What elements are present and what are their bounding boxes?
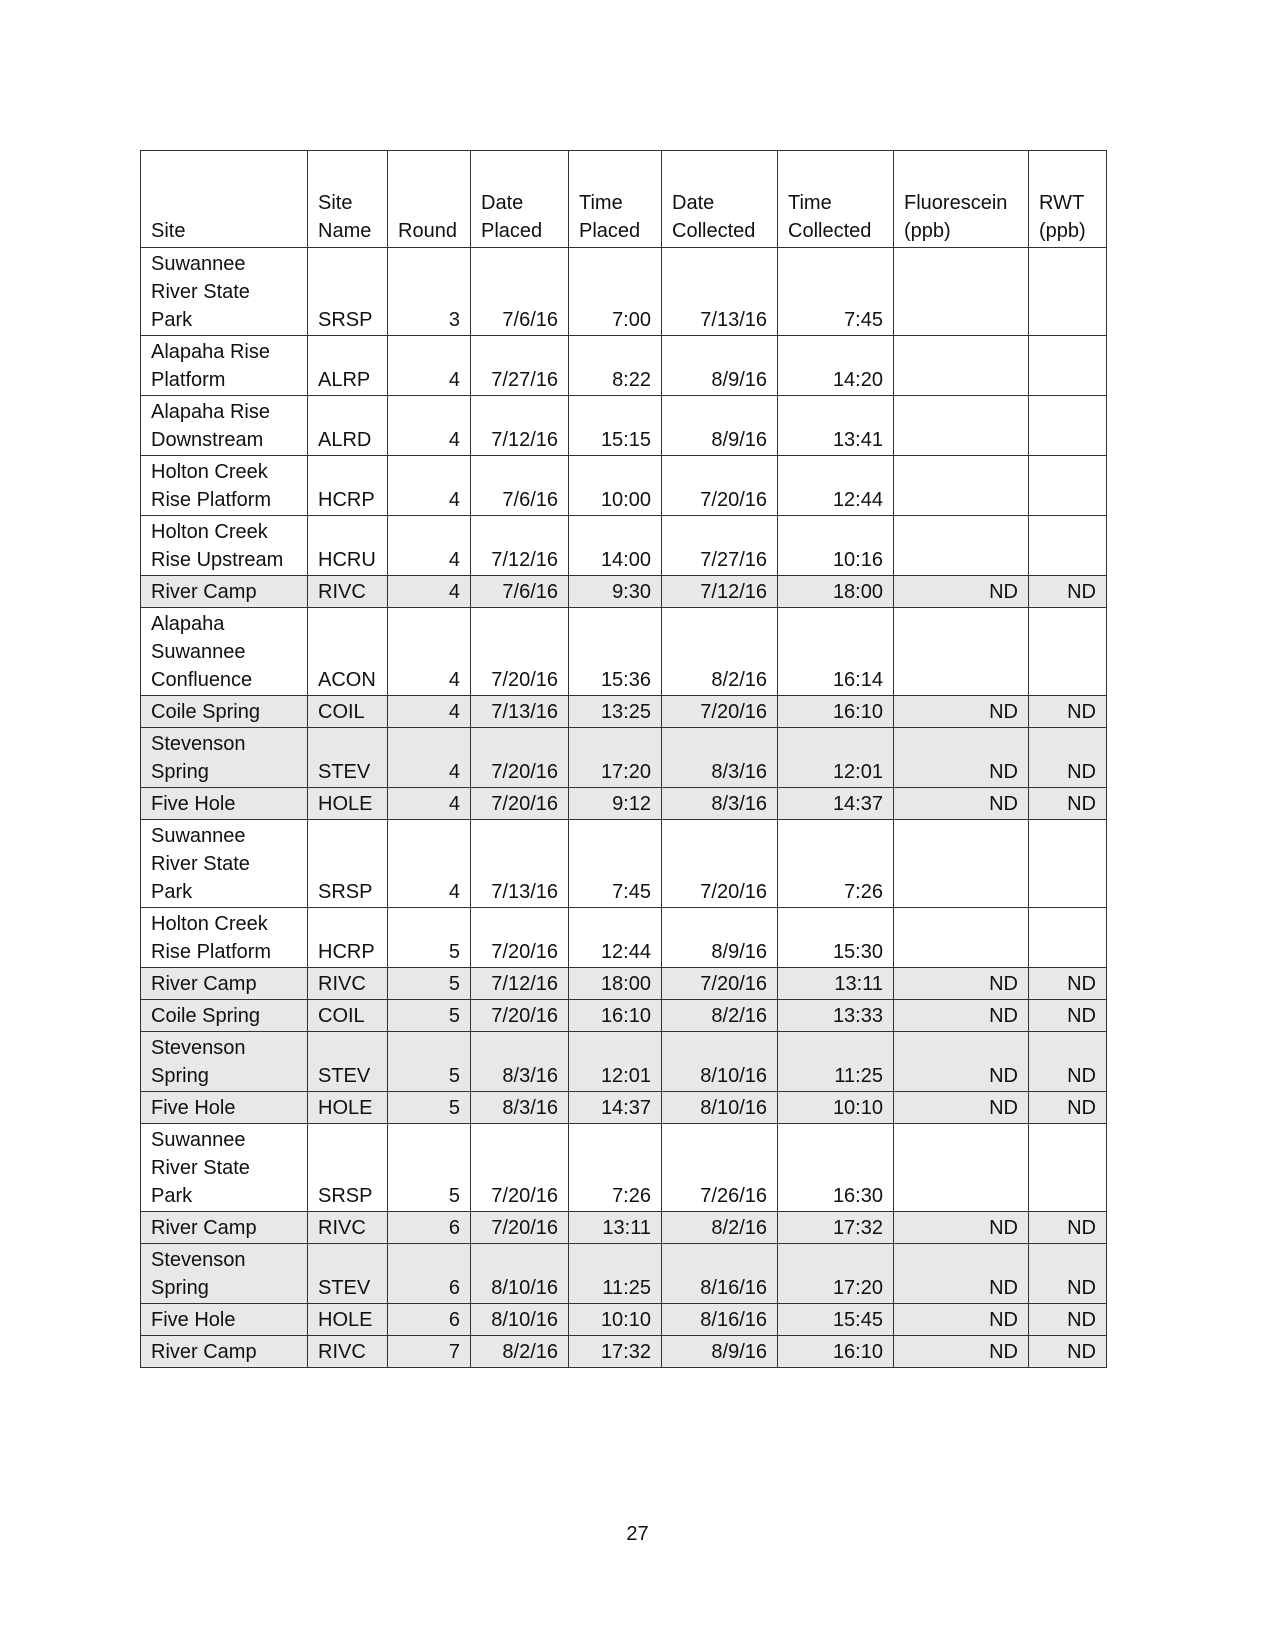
- cell-time-collected: 12:44: [778, 456, 894, 516]
- cell-round: 5: [388, 968, 471, 1000]
- cell-date-placed: 7/6/16: [471, 248, 569, 336]
- cell-fluorescein: ND: [894, 696, 1029, 728]
- cell-time-placed: 12:44: [569, 908, 662, 968]
- cell-rwt: [1029, 1124, 1107, 1212]
- cell-rwt: ND: [1029, 968, 1107, 1000]
- cell-fluorescein: ND: [894, 788, 1029, 820]
- cell-fluorescein: ND: [894, 1092, 1029, 1124]
- table-row: [141, 456, 1107, 516]
- cell-round: 4: [388, 820, 471, 908]
- cell-rwt: [1029, 608, 1107, 696]
- column-header-rwt: RWT (ppb): [1029, 151, 1107, 248]
- cell-date-collected: 8/9/16: [662, 336, 778, 396]
- cell-rwt: ND: [1029, 1212, 1107, 1244]
- cell-fluorescein: [894, 396, 1029, 456]
- cell-site: Holton Creek Rise Platform: [141, 456, 308, 516]
- cell-round: 5: [388, 1092, 471, 1124]
- cell-rwt: [1029, 248, 1107, 336]
- cell-rwt: [1029, 820, 1107, 908]
- cell-time-placed: 17:32: [569, 1336, 662, 1368]
- cell-date-collected: 8/9/16: [662, 1336, 778, 1368]
- table-row: [141, 576, 1107, 608]
- cell-time-placed: 16:10: [569, 1000, 662, 1032]
- cell-date-collected: 7/20/16: [662, 696, 778, 728]
- cell-round: 5: [388, 1000, 471, 1032]
- cell-rwt: ND: [1029, 576, 1107, 608]
- cell-rwt: ND: [1029, 1032, 1107, 1092]
- cell-time-placed: 12:01: [569, 1032, 662, 1092]
- cell-time-collected: 15:30: [778, 908, 894, 968]
- cell-date-collected: 8/2/16: [662, 1212, 778, 1244]
- cell-site-name: RIVC: [308, 968, 388, 1000]
- cell-round: 4: [388, 728, 471, 788]
- cell-rwt: ND: [1029, 1336, 1107, 1368]
- column-header-time-placed: Time Placed: [569, 151, 662, 248]
- cell-time-placed: 11:25: [569, 1244, 662, 1304]
- cell-time-placed: 15:15: [569, 396, 662, 456]
- cell-time-placed: 17:20: [569, 728, 662, 788]
- cell-site: Holton Creek Rise Upstream: [141, 516, 308, 576]
- table-row: [141, 728, 1107, 788]
- cell-date-placed: 7/20/16: [471, 1000, 569, 1032]
- cell-date-collected: 8/2/16: [662, 1000, 778, 1032]
- table-row: [141, 1092, 1107, 1124]
- cell-date-collected: 8/3/16: [662, 788, 778, 820]
- cell-round: 6: [388, 1212, 471, 1244]
- cell-site-name: HOLE: [308, 788, 388, 820]
- table-row: [141, 968, 1107, 1000]
- cell-time-collected: 17:32: [778, 1212, 894, 1244]
- column-header-date-placed: Date Placed: [471, 151, 569, 248]
- cell-rwt: ND: [1029, 1000, 1107, 1032]
- cell-site: Alapaha Suwannee Confluence: [141, 608, 308, 696]
- cell-round: 5: [388, 908, 471, 968]
- cell-time-placed: 13:25: [569, 696, 662, 728]
- cell-date-placed: 8/3/16: [471, 1032, 569, 1092]
- cell-date-placed: 8/3/16: [471, 1092, 569, 1124]
- cell-date-placed: 7/13/16: [471, 696, 569, 728]
- cell-round: 6: [388, 1304, 471, 1336]
- table-row: [141, 1304, 1107, 1336]
- cell-date-placed: 8/2/16: [471, 1336, 569, 1368]
- cell-rwt: [1029, 516, 1107, 576]
- cell-time-placed: 7:00: [569, 248, 662, 336]
- cell-time-collected: 12:01: [778, 728, 894, 788]
- cell-date-placed: 8/10/16: [471, 1244, 569, 1304]
- cell-time-collected: 13:33: [778, 1000, 894, 1032]
- cell-site: Coile Spring: [141, 696, 308, 728]
- cell-time-collected: 10:10: [778, 1092, 894, 1124]
- cell-date-placed: 8/10/16: [471, 1304, 569, 1336]
- cell-date-collected: 8/16/16: [662, 1244, 778, 1304]
- cell-date-collected: 8/10/16: [662, 1092, 778, 1124]
- cell-time-collected: 16:30: [778, 1124, 894, 1212]
- cell-site-name: STEV: [308, 1244, 388, 1304]
- cell-round: 4: [388, 608, 471, 696]
- cell-date-collected: 8/9/16: [662, 908, 778, 968]
- cell-fluorescein: ND: [894, 1304, 1029, 1336]
- cell-time-collected: 16:10: [778, 1336, 894, 1368]
- table-row: [141, 1336, 1107, 1368]
- cell-date-placed: 7/12/16: [471, 968, 569, 1000]
- cell-time-collected: 14:20: [778, 336, 894, 396]
- column-header-round: Round: [388, 151, 471, 248]
- cell-date-collected: 7/20/16: [662, 456, 778, 516]
- cell-round: 3: [388, 248, 471, 336]
- table-row: [141, 696, 1107, 728]
- cell-fluorescein: [894, 820, 1029, 908]
- cell-round: 5: [388, 1032, 471, 1092]
- cell-date-collected: 7/27/16: [662, 516, 778, 576]
- cell-time-placed: 18:00: [569, 968, 662, 1000]
- cell-time-collected: 13:41: [778, 396, 894, 456]
- cell-site-name: HOLE: [308, 1092, 388, 1124]
- cell-round: 4: [388, 516, 471, 576]
- cell-time-collected: 11:25: [778, 1032, 894, 1092]
- cell-rwt: [1029, 908, 1107, 968]
- table-row: [141, 1212, 1107, 1244]
- cell-site: Five Hole: [141, 1092, 308, 1124]
- cell-site: River Camp: [141, 1212, 308, 1244]
- cell-rwt: ND: [1029, 1244, 1107, 1304]
- cell-round: 4: [388, 456, 471, 516]
- column-header-fluorescein: Fluorescein (ppb): [894, 151, 1029, 248]
- cell-site-name: HCRP: [308, 908, 388, 968]
- cell-fluorescein: [894, 908, 1029, 968]
- cell-site-name: SRSP: [308, 1124, 388, 1212]
- cell-fluorescein: ND: [894, 1244, 1029, 1304]
- cell-time-collected: 17:20: [778, 1244, 894, 1304]
- cell-fluorescein: ND: [894, 1212, 1029, 1244]
- cell-site-name: HCRU: [308, 516, 388, 576]
- cell-site-name: HCRP: [308, 456, 388, 516]
- cell-rwt: ND: [1029, 696, 1107, 728]
- cell-time-placed: 9:30: [569, 576, 662, 608]
- cell-site-name: RIVC: [308, 576, 388, 608]
- cell-date-placed: 7/12/16: [471, 516, 569, 576]
- column-header-site-name: Site Name: [308, 151, 388, 248]
- cell-time-collected: 15:45: [778, 1304, 894, 1336]
- cell-site: Suwannee River State Park: [141, 1124, 308, 1212]
- cell-date-collected: 7/20/16: [662, 820, 778, 908]
- cell-fluorescein: [894, 336, 1029, 396]
- table-body: [141, 248, 1107, 1368]
- table-row: [141, 248, 1107, 336]
- cell-site-name: ALRP: [308, 336, 388, 396]
- cell-date-collected: 8/9/16: [662, 396, 778, 456]
- cell-time-placed: 10:10: [569, 1304, 662, 1336]
- cell-rwt: [1029, 396, 1107, 456]
- cell-date-collected: 8/16/16: [662, 1304, 778, 1336]
- cell-time-placed: 10:00: [569, 456, 662, 516]
- cell-time-placed: 15:36: [569, 608, 662, 696]
- cell-round: 4: [388, 336, 471, 396]
- cell-fluorescein: ND: [894, 1000, 1029, 1032]
- cell-fluorescein: ND: [894, 728, 1029, 788]
- cell-fluorescein: [894, 248, 1029, 336]
- cell-date-placed: 7/20/16: [471, 1124, 569, 1212]
- cell-site: Coile Spring: [141, 1000, 308, 1032]
- table-row: [141, 1124, 1107, 1212]
- cell-date-collected: 7/12/16: [662, 576, 778, 608]
- cell-site-name: SRSP: [308, 820, 388, 908]
- table-row: [141, 396, 1107, 456]
- cell-date-collected: 7/20/16: [662, 968, 778, 1000]
- table-row: [141, 820, 1107, 908]
- cell-date-placed: 7/13/16: [471, 820, 569, 908]
- cell-time-collected: 7:45: [778, 248, 894, 336]
- cell-round: 5: [388, 1124, 471, 1212]
- table-row: [141, 516, 1107, 576]
- cell-time-placed: 14:37: [569, 1092, 662, 1124]
- table-row: [141, 336, 1107, 396]
- cell-site: River Camp: [141, 968, 308, 1000]
- cell-site: Suwannee River State Park: [141, 820, 308, 908]
- cell-fluorescein: [894, 1124, 1029, 1212]
- table-row: [141, 788, 1107, 820]
- cell-time-placed: 13:11: [569, 1212, 662, 1244]
- table-row: [141, 1244, 1107, 1304]
- cell-time-collected: 13:11: [778, 968, 894, 1000]
- cell-site: Stevenson Spring: [141, 1032, 308, 1092]
- cell-date-collected: 8/10/16: [662, 1032, 778, 1092]
- cell-fluorescein: ND: [894, 1032, 1029, 1092]
- table-row: [141, 908, 1107, 968]
- cell-time-collected: 10:16: [778, 516, 894, 576]
- cell-time-collected: 16:14: [778, 608, 894, 696]
- cell-time-placed: 9:12: [569, 788, 662, 820]
- table-row: [141, 1000, 1107, 1032]
- cell-site-name: ACON: [308, 608, 388, 696]
- cell-round: 4: [388, 788, 471, 820]
- cell-fluorescein: [894, 608, 1029, 696]
- column-header-date-collected: Date Collected: [662, 151, 778, 248]
- cell-date-placed: 7/12/16: [471, 396, 569, 456]
- cell-fluorescein: ND: [894, 576, 1029, 608]
- column-header-site: Site: [141, 151, 308, 248]
- cell-rwt: [1029, 336, 1107, 396]
- table-row: [141, 1032, 1107, 1092]
- cell-site: Suwannee River State Park: [141, 248, 308, 336]
- cell-rwt: ND: [1029, 788, 1107, 820]
- cell-time-collected: 7:26: [778, 820, 894, 908]
- cell-site-name: STEV: [308, 1032, 388, 1092]
- cell-rwt: [1029, 456, 1107, 516]
- cell-round: 6: [388, 1244, 471, 1304]
- cell-date-placed: 7/27/16: [471, 336, 569, 396]
- cell-time-collected: 18:00: [778, 576, 894, 608]
- cell-round: 4: [388, 396, 471, 456]
- table-row: [141, 608, 1107, 696]
- cell-time-placed: 7:45: [569, 820, 662, 908]
- cell-site: Alapaha Rise Platform: [141, 336, 308, 396]
- cell-site-name: RIVC: [308, 1212, 388, 1244]
- cell-round: 4: [388, 576, 471, 608]
- cell-site-name: STEV: [308, 728, 388, 788]
- cell-fluorescein: [894, 456, 1029, 516]
- cell-site: Holton Creek Rise Platform: [141, 908, 308, 968]
- cell-round: 7: [388, 1336, 471, 1368]
- cell-time-placed: 8:22: [569, 336, 662, 396]
- cell-site-name: COIL: [308, 696, 388, 728]
- cell-date-placed: 7/6/16: [471, 576, 569, 608]
- cell-site-name: SRSP: [308, 248, 388, 336]
- cell-date-placed: 7/20/16: [471, 728, 569, 788]
- table-header-row: [141, 151, 1107, 248]
- sampling-data-table: [140, 150, 1107, 1368]
- cell-rwt: ND: [1029, 1092, 1107, 1124]
- cell-date-collected: 7/13/16: [662, 248, 778, 336]
- cell-date-collected: 7/26/16: [662, 1124, 778, 1212]
- cell-date-collected: 8/2/16: [662, 608, 778, 696]
- cell-site: Stevenson Spring: [141, 728, 308, 788]
- cell-time-placed: 7:26: [569, 1124, 662, 1212]
- cell-fluorescein: ND: [894, 968, 1029, 1000]
- cell-site-name: HOLE: [308, 1304, 388, 1336]
- cell-site: Five Hole: [141, 1304, 308, 1336]
- cell-date-placed: 7/20/16: [471, 788, 569, 820]
- cell-round: 4: [388, 696, 471, 728]
- cell-site: Five Hole: [141, 788, 308, 820]
- cell-time-collected: 14:37: [778, 788, 894, 820]
- cell-rwt: ND: [1029, 728, 1107, 788]
- cell-date-placed: 7/20/16: [471, 608, 569, 696]
- page-number: 27: [626, 1523, 649, 1545]
- cell-date-collected: 8/3/16: [662, 728, 778, 788]
- cell-site: Alapaha Rise Downstream: [141, 396, 308, 456]
- cell-time-collected: 16:10: [778, 696, 894, 728]
- cell-rwt: ND: [1029, 1304, 1107, 1336]
- cell-date-placed: 7/20/16: [471, 1212, 569, 1244]
- cell-site: Stevenson Spring: [141, 1244, 308, 1304]
- cell-site: River Camp: [141, 576, 308, 608]
- cell-time-placed: 14:00: [569, 516, 662, 576]
- cell-date-placed: 7/20/16: [471, 908, 569, 968]
- cell-site: River Camp: [141, 1336, 308, 1368]
- cell-site-name: COIL: [308, 1000, 388, 1032]
- cell-fluorescein: ND: [894, 1336, 1029, 1368]
- cell-site-name: RIVC: [308, 1336, 388, 1368]
- cell-fluorescein: [894, 516, 1029, 576]
- cell-site-name: ALRD: [308, 396, 388, 456]
- column-header-time-collected: Time Collected: [778, 151, 894, 248]
- cell-date-placed: 7/6/16: [471, 456, 569, 516]
